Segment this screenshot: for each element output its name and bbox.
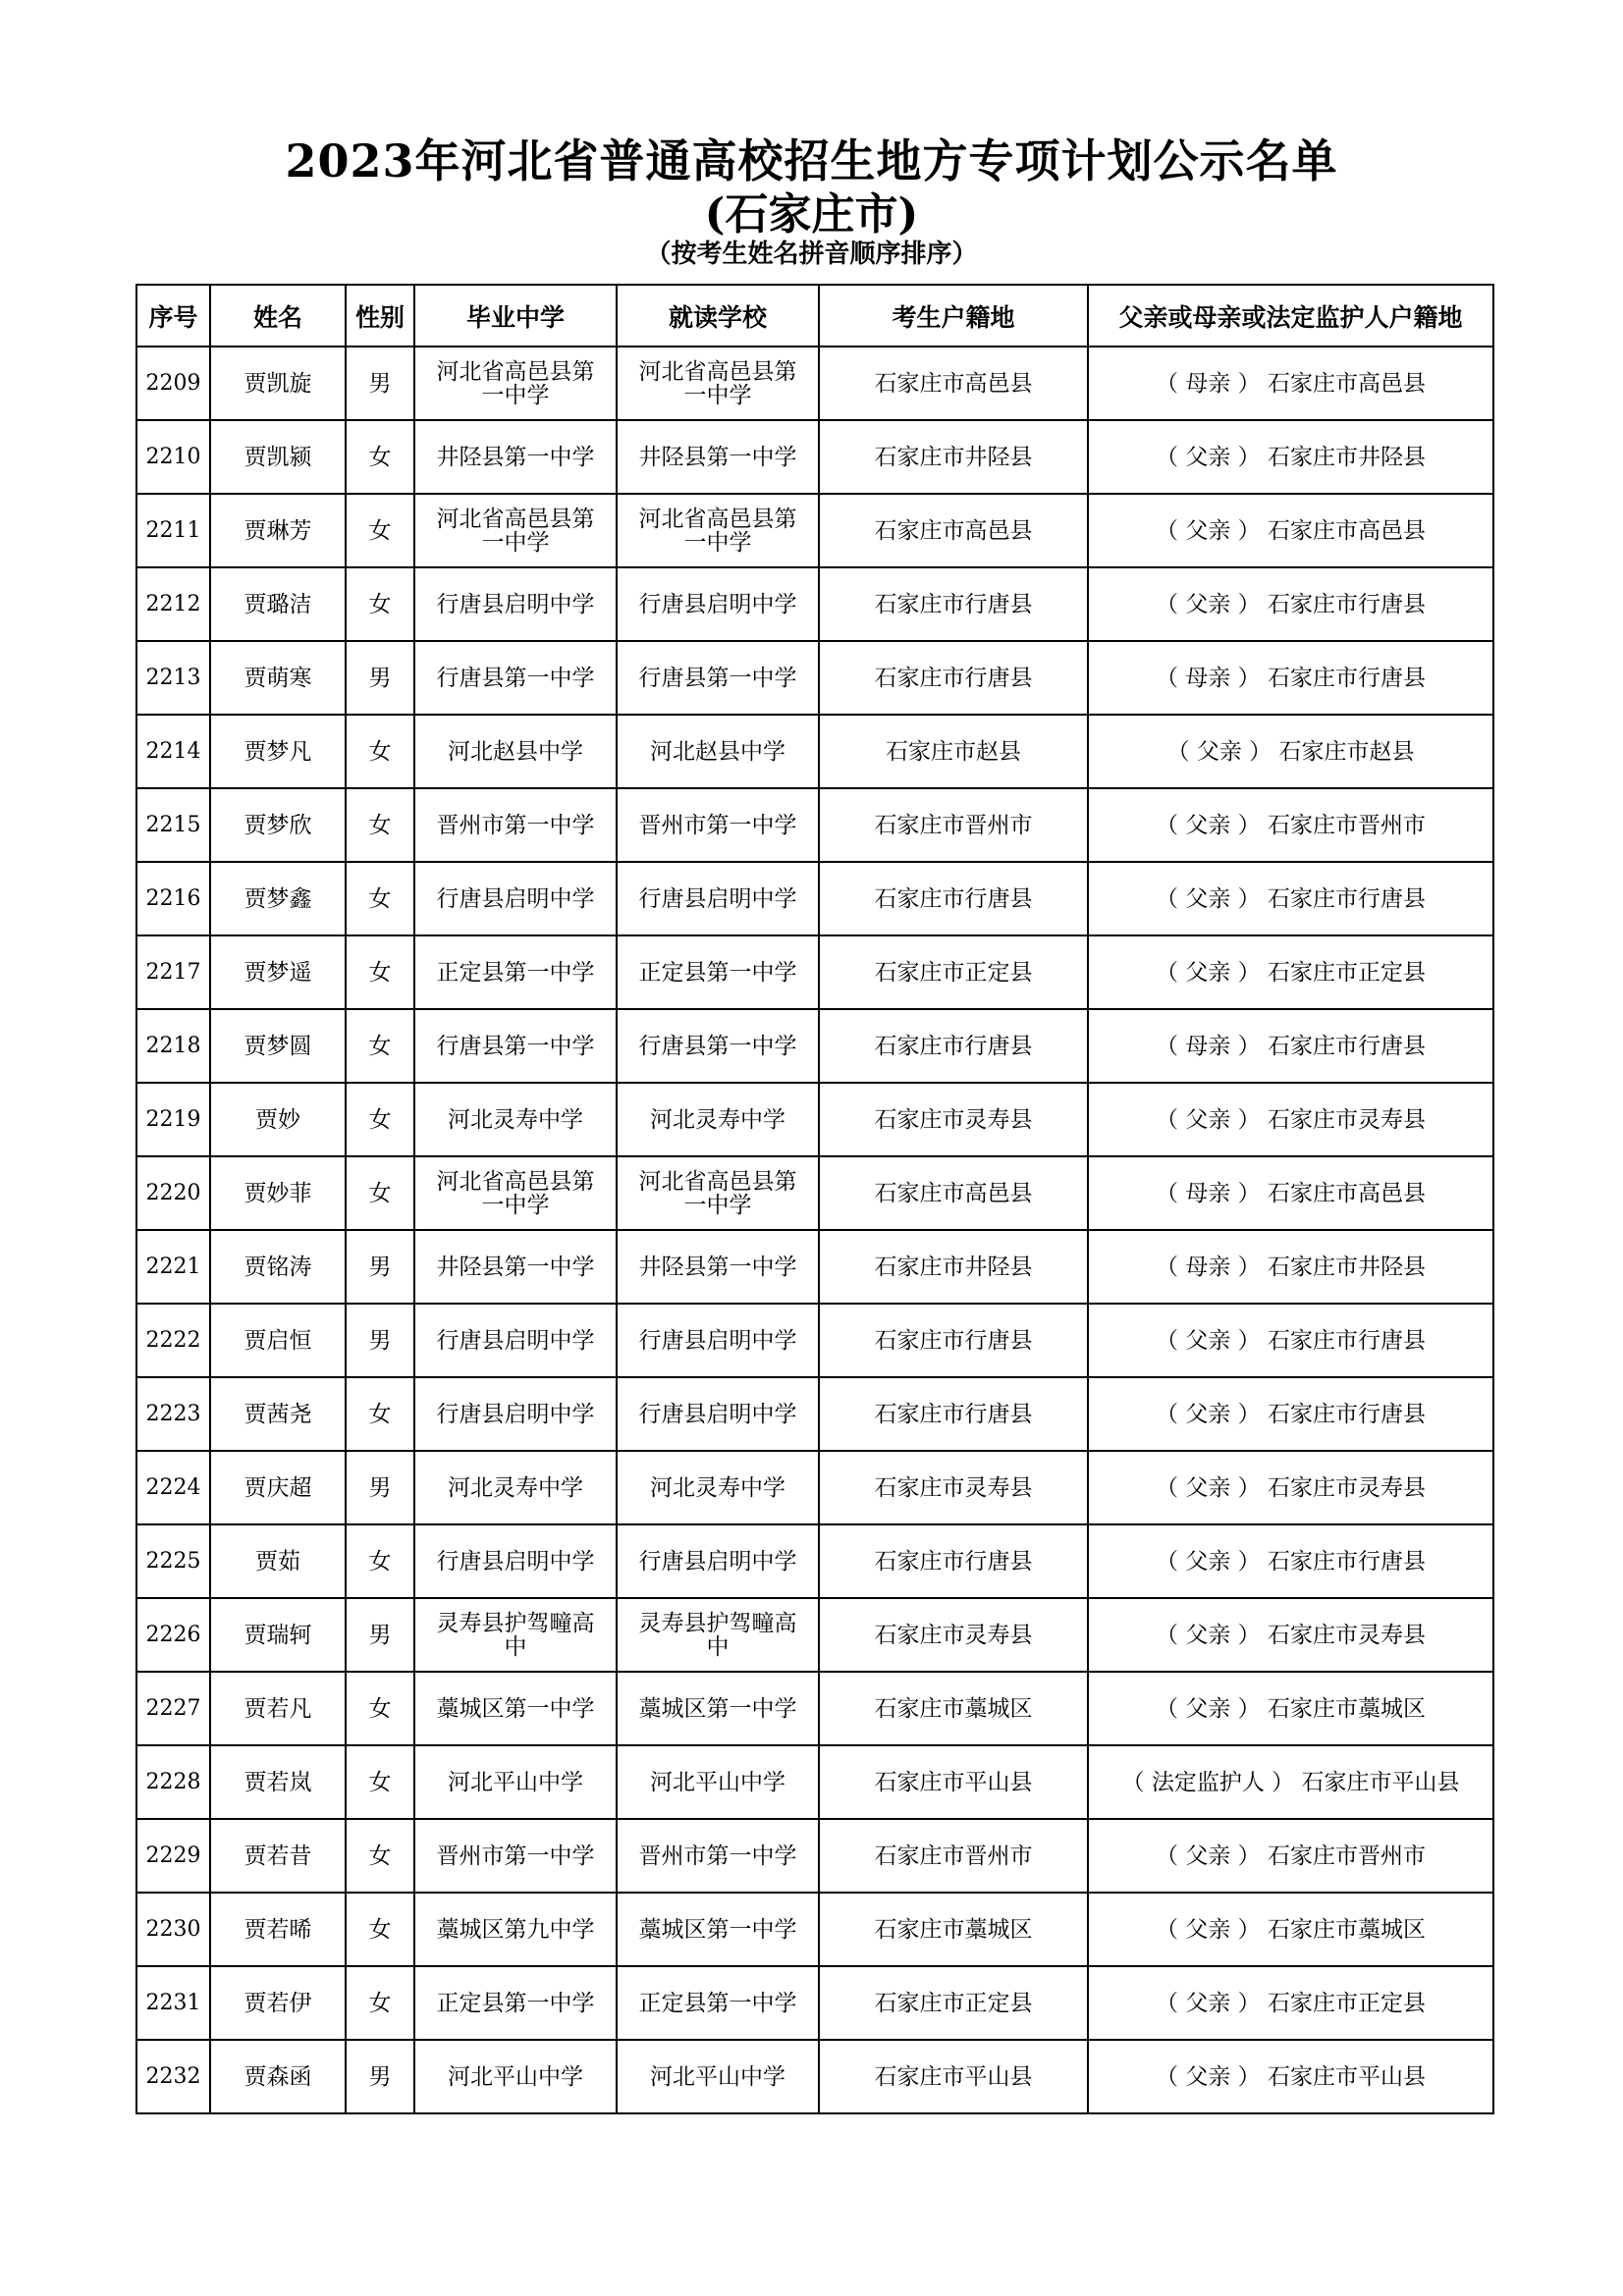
cell-guardian-hukou: （ 父亲 ） 石家庄市藁城区 <box>1088 1893 1493 1966</box>
cell-guardian-hukou: （ 父亲 ） 石家庄市赵县 <box>1088 715 1493 788</box>
cell-serial: 2219 <box>136 1083 210 1156</box>
cell-grad-school: 河北省高邑县第一中学 <box>414 1156 617 1230</box>
cell-grad-school: 行唐县启明中学 <box>414 567 617 641</box>
cell-grad-school: 正定县第一中学 <box>414 1966 617 2040</box>
cell-grad-school: 行唐县启明中学 <box>414 1524 617 1598</box>
table-header-row <box>136 285 1493 347</box>
cell-grad-school: 正定县第一中学 <box>414 935 617 1009</box>
cell-hukou: 石家庄市灵寿县 <box>819 1451 1088 1524</box>
cell-name: 贾凯颍 <box>210 420 346 494</box>
cell-serial: 2224 <box>136 1451 210 1524</box>
document-sort-note: （按考生姓名拼音顺序排序） <box>645 240 978 269</box>
cell-grad-school: 河北省高邑县第一中学 <box>414 347 617 420</box>
cell-study-school: 河北灵寿中学 <box>617 1083 819 1156</box>
cell-name: 贾梦凡 <box>210 715 346 788</box>
cell-hukou: 石家庄市晋州市 <box>819 788 1088 862</box>
cell-gender: 女 <box>346 420 414 494</box>
roster-table <box>135 284 1494 2114</box>
cell-name: 贾梦圆 <box>210 1009 346 1083</box>
cell-grad-school: 井陉县第一中学 <box>414 1230 617 1304</box>
table-row <box>136 1893 1493 1966</box>
cell-grad-school: 行唐县第一中学 <box>414 1009 617 1083</box>
table-row <box>136 935 1493 1009</box>
cell-study-school: 行唐县第一中学 <box>617 1009 819 1083</box>
cell-grad-school: 藁城区第一中学 <box>414 1672 617 1745</box>
cell-gender: 男 <box>346 347 414 420</box>
cell-grad-school: 河北平山中学 <box>414 2040 617 2113</box>
cell-hukou: 石家庄市平山县 <box>819 1745 1088 1819</box>
cell-name: 贾森函 <box>210 2040 346 2113</box>
cell-serial: 2231 <box>136 1966 210 2040</box>
table-body <box>136 347 1493 2113</box>
cell-gender: 女 <box>346 1893 414 1966</box>
cell-serial: 2229 <box>136 1819 210 1893</box>
cell-serial: 2221 <box>136 1230 210 1304</box>
cell-study-school: 河北赵县中学 <box>617 715 819 788</box>
cell-grad-school: 藁城区第九中学 <box>414 1893 617 1966</box>
cell-study-school: 晋州市第一中学 <box>617 1819 819 1893</box>
cell-study-school: 行唐县启明中学 <box>617 1377 819 1451</box>
cell-name: 贾梦遥 <box>210 935 346 1009</box>
cell-gender: 男 <box>346 1304 414 1377</box>
cell-name: 贾若昔 <box>210 1819 346 1893</box>
cell-hukou: 石家庄市高邑县 <box>819 347 1088 420</box>
cell-grad-school: 井陉县第一中学 <box>414 420 617 494</box>
cell-grad-school: 灵寿县护驾疃高中 <box>414 1598 617 1672</box>
cell-serial: 2214 <box>136 715 210 788</box>
cell-study-school: 正定县第一中学 <box>617 1966 819 2040</box>
cell-hukou: 石家庄市行唐县 <box>819 641 1088 715</box>
cell-guardian-hukou: （ 母亲 ） 石家庄市高邑县 <box>1088 1156 1493 1230</box>
cell-serial: 2228 <box>136 1745 210 1819</box>
cell-serial: 2213 <box>136 641 210 715</box>
cell-hukou: 石家庄市行唐县 <box>819 567 1088 641</box>
cell-gender: 女 <box>346 494 414 567</box>
cell-study-school: 河北平山中学 <box>617 2040 819 2113</box>
cell-gender: 女 <box>346 1083 414 1156</box>
cell-study-school: 行唐县启明中学 <box>617 567 819 641</box>
cell-guardian-hukou: （ 父亲 ） 石家庄市晋州市 <box>1088 1819 1493 1893</box>
cell-gender: 女 <box>346 1009 414 1083</box>
cell-gender: 女 <box>346 935 414 1009</box>
table-row <box>136 420 1493 494</box>
cell-gender: 男 <box>346 2040 414 2113</box>
cell-study-school: 井陉县第一中学 <box>617 1230 819 1304</box>
cell-study-school: 河北灵寿中学 <box>617 1451 819 1524</box>
cell-grad-school: 行唐县启明中学 <box>414 1304 617 1377</box>
cell-study-school: 河北平山中学 <box>617 1745 819 1819</box>
header-name: 姓名 <box>210 285 346 347</box>
table-row <box>136 2040 1493 2113</box>
table-row <box>136 1966 1493 2040</box>
cell-name: 贾梦鑫 <box>210 862 346 935</box>
cell-name: 贾启恒 <box>210 1304 346 1377</box>
cell-hukou: 石家庄市正定县 <box>819 1966 1088 2040</box>
cell-gender: 男 <box>346 1598 414 1672</box>
cell-serial: 2220 <box>136 1156 210 1230</box>
cell-name: 贾庆超 <box>210 1451 346 1524</box>
cell-name: 贾若晞 <box>210 1893 346 1966</box>
cell-name: 贾凯旋 <box>210 347 346 420</box>
table-row <box>136 567 1493 641</box>
cell-guardian-hukou: （ 父亲 ） 石家庄市行唐县 <box>1088 567 1493 641</box>
cell-grad-school: 晋州市第一中学 <box>414 1819 617 1893</box>
header-guardian-hukou: 父亲或母亲或法定监护人户籍地 <box>1088 285 1493 347</box>
cell-serial: 2209 <box>136 347 210 420</box>
cell-grad-school: 行唐县第一中学 <box>414 641 617 715</box>
cell-serial: 2230 <box>136 1893 210 1966</box>
table-row <box>136 1524 1493 1598</box>
cell-gender: 男 <box>346 641 414 715</box>
cell-serial: 2210 <box>136 420 210 494</box>
cell-guardian-hukou: （ 父亲 ） 石家庄市行唐县 <box>1088 1304 1493 1377</box>
cell-study-school: 晋州市第一中学 <box>617 788 819 862</box>
table-row <box>136 1745 1493 1819</box>
header-gender: 性别 <box>346 285 414 347</box>
header-study-school: 就读学校 <box>617 285 819 347</box>
cell-guardian-hukou: （ 父亲 ） 石家庄市井陉县 <box>1088 420 1493 494</box>
cell-serial: 2227 <box>136 1672 210 1745</box>
cell-gender: 女 <box>346 788 414 862</box>
cell-serial: 2215 <box>136 788 210 862</box>
cell-guardian-hukou: （ 父亲 ） 石家庄市灵寿县 <box>1088 1451 1493 1524</box>
cell-hukou: 石家庄市井陉县 <box>819 1230 1088 1304</box>
cell-guardian-hukou: （ 母亲 ） 石家庄市高邑县 <box>1088 347 1493 420</box>
header-grad-school: 毕业中学 <box>414 285 617 347</box>
table-row <box>136 715 1493 788</box>
cell-grad-school: 河北灵寿中学 <box>414 1083 617 1156</box>
cell-hukou: 石家庄市行唐县 <box>819 862 1088 935</box>
cell-study-school: 井陉县第一中学 <box>617 420 819 494</box>
cell-study-school: 行唐县启明中学 <box>617 1524 819 1598</box>
table-row <box>136 1304 1493 1377</box>
cell-grad-school: 行唐县启明中学 <box>414 862 617 935</box>
table-row <box>136 1156 1493 1230</box>
cell-hukou: 石家庄市晋州市 <box>819 1819 1088 1893</box>
cell-hukou: 石家庄市藁城区 <box>819 1893 1088 1966</box>
cell-serial: 2216 <box>136 862 210 935</box>
cell-hukou: 石家庄市井陉县 <box>819 420 1088 494</box>
document-subtitle-city: (石家庄市) <box>704 189 919 240</box>
cell-grad-school: 晋州市第一中学 <box>414 788 617 862</box>
cell-gender: 女 <box>346 1377 414 1451</box>
table-row <box>136 788 1493 862</box>
cell-name: 贾若岚 <box>210 1745 346 1819</box>
table-row <box>136 1377 1493 1451</box>
cell-name: 贾妙 <box>210 1083 346 1156</box>
cell-study-school: 河北省高邑县第一中学 <box>617 494 819 567</box>
header-serial: 序号 <box>136 285 210 347</box>
cell-hukou: 石家庄市赵县 <box>819 715 1088 788</box>
cell-name: 贾若伊 <box>210 1966 346 2040</box>
cell-serial: 2232 <box>136 2040 210 2113</box>
cell-gender: 女 <box>346 1966 414 2040</box>
cell-name: 贾琳芳 <box>210 494 346 567</box>
cell-name: 贾萌寒 <box>210 641 346 715</box>
cell-gender: 男 <box>346 1451 414 1524</box>
cell-serial: 2223 <box>136 1377 210 1451</box>
cell-study-school: 行唐县启明中学 <box>617 1304 819 1377</box>
cell-study-school: 灵寿县护驾疃高中 <box>617 1598 819 1672</box>
cell-guardian-hukou: （ 父亲 ） 石家庄市灵寿县 <box>1088 1083 1493 1156</box>
cell-name: 贾茹 <box>210 1524 346 1598</box>
cell-hukou: 石家庄市灵寿县 <box>819 1598 1088 1672</box>
cell-hukou: 石家庄市行唐县 <box>819 1524 1088 1598</box>
cell-hukou: 石家庄市高邑县 <box>819 494 1088 567</box>
cell-serial: 2217 <box>136 935 210 1009</box>
cell-gender: 男 <box>346 1230 414 1304</box>
cell-guardian-hukou: （ 父亲 ） 石家庄市平山县 <box>1088 2040 1493 2113</box>
cell-name: 贾瑞轲 <box>210 1598 346 1672</box>
cell-hukou: 石家庄市平山县 <box>819 2040 1088 2113</box>
cell-hukou: 石家庄市高邑县 <box>819 1156 1088 1230</box>
cell-hukou: 石家庄市行唐县 <box>819 1009 1088 1083</box>
cell-gender: 女 <box>346 862 414 935</box>
cell-study-school: 河北省高邑县第一中学 <box>617 1156 819 1230</box>
cell-guardian-hukou: （ 父亲 ） 石家庄市晋州市 <box>1088 788 1493 862</box>
cell-guardian-hukou: （ 母亲 ） 石家庄市井陉县 <box>1088 1230 1493 1304</box>
cell-study-school: 行唐县启明中学 <box>617 862 819 935</box>
cell-serial: 2226 <box>136 1598 210 1672</box>
cell-hukou: 石家庄市灵寿县 <box>819 1083 1088 1156</box>
cell-name: 贾梦欣 <box>210 788 346 862</box>
cell-guardian-hukou: （ 母亲 ） 石家庄市行唐县 <box>1088 1009 1493 1083</box>
cell-serial: 2222 <box>136 1304 210 1377</box>
table-row <box>136 347 1493 420</box>
cell-gender: 女 <box>346 1745 414 1819</box>
table-row <box>136 641 1493 715</box>
cell-guardian-hukou: （ 父亲 ） 石家庄市正定县 <box>1088 935 1493 1009</box>
cell-guardian-hukou: （ 父亲 ） 石家庄市行唐县 <box>1088 862 1493 935</box>
cell-gender: 女 <box>346 1156 414 1230</box>
table-row <box>136 1819 1493 1893</box>
cell-guardian-hukou: （ 父亲 ） 石家庄市正定县 <box>1088 1966 1493 2040</box>
cell-hukou: 石家庄市正定县 <box>819 935 1088 1009</box>
cell-grad-school: 行唐县启明中学 <box>414 1377 617 1451</box>
cell-guardian-hukou: （ 父亲 ） 石家庄市高邑县 <box>1088 494 1493 567</box>
cell-serial: 2225 <box>136 1524 210 1598</box>
cell-gender: 女 <box>346 1672 414 1745</box>
cell-serial: 2218 <box>136 1009 210 1083</box>
cell-grad-school: 河北平山中学 <box>414 1745 617 1819</box>
cell-serial: 2211 <box>136 494 210 567</box>
cell-study-school: 行唐县第一中学 <box>617 641 819 715</box>
table-row <box>136 1230 1493 1304</box>
cell-grad-school: 河北省高邑县第一中学 <box>414 494 617 567</box>
cell-name: 贾铭涛 <box>210 1230 346 1304</box>
cell-name: 贾妙菲 <box>210 1156 346 1230</box>
table-row <box>136 494 1493 567</box>
table-row <box>136 862 1493 935</box>
table-row <box>136 1451 1493 1524</box>
cell-study-school: 藁城区第一中学 <box>617 1893 819 1966</box>
cell-study-school: 藁城区第一中学 <box>617 1672 819 1745</box>
cell-guardian-hukou: （ 父亲 ） 石家庄市藁城区 <box>1088 1672 1493 1745</box>
cell-name: 贾璐洁 <box>210 567 346 641</box>
table-row <box>136 1009 1493 1083</box>
cell-serial: 2212 <box>136 567 210 641</box>
cell-guardian-hukou: （ 法定监护人 ） 石家庄市平山县 <box>1088 1745 1493 1819</box>
header-hukou: 考生户籍地 <box>819 285 1088 347</box>
table-row <box>136 1083 1493 1156</box>
cell-guardian-hukou: （ 父亲 ） 石家庄市灵寿县 <box>1088 1598 1493 1672</box>
cell-name: 贾若凡 <box>210 1672 346 1745</box>
cell-gender: 女 <box>346 567 414 641</box>
cell-grad-school: 河北灵寿中学 <box>414 1451 617 1524</box>
cell-study-school: 河北省高邑县第一中学 <box>617 347 819 420</box>
document-title: 2023年河北省普通高校招生地方专项计划公示名单 <box>285 134 1338 187</box>
cell-guardian-hukou: （ 父亲 ） 石家庄市行唐县 <box>1088 1524 1493 1598</box>
cell-hukou: 石家庄市行唐县 <box>819 1377 1088 1451</box>
cell-guardian-hukou: （ 母亲 ） 石家庄市行唐县 <box>1088 641 1493 715</box>
table-row <box>136 1598 1493 1672</box>
cell-guardian-hukou: （ 父亲 ） 石家庄市行唐县 <box>1088 1377 1493 1451</box>
cell-hukou: 石家庄市行唐县 <box>819 1304 1088 1377</box>
cell-hukou: 石家庄市藁城区 <box>819 1672 1088 1745</box>
cell-study-school: 正定县第一中学 <box>617 935 819 1009</box>
table-row <box>136 1672 1493 1745</box>
cell-grad-school: 河北赵县中学 <box>414 715 617 788</box>
cell-gender: 女 <box>346 715 414 788</box>
cell-name: 贾茜尧 <box>210 1377 346 1451</box>
cell-gender: 女 <box>346 1524 414 1598</box>
cell-gender: 女 <box>346 1819 414 1893</box>
